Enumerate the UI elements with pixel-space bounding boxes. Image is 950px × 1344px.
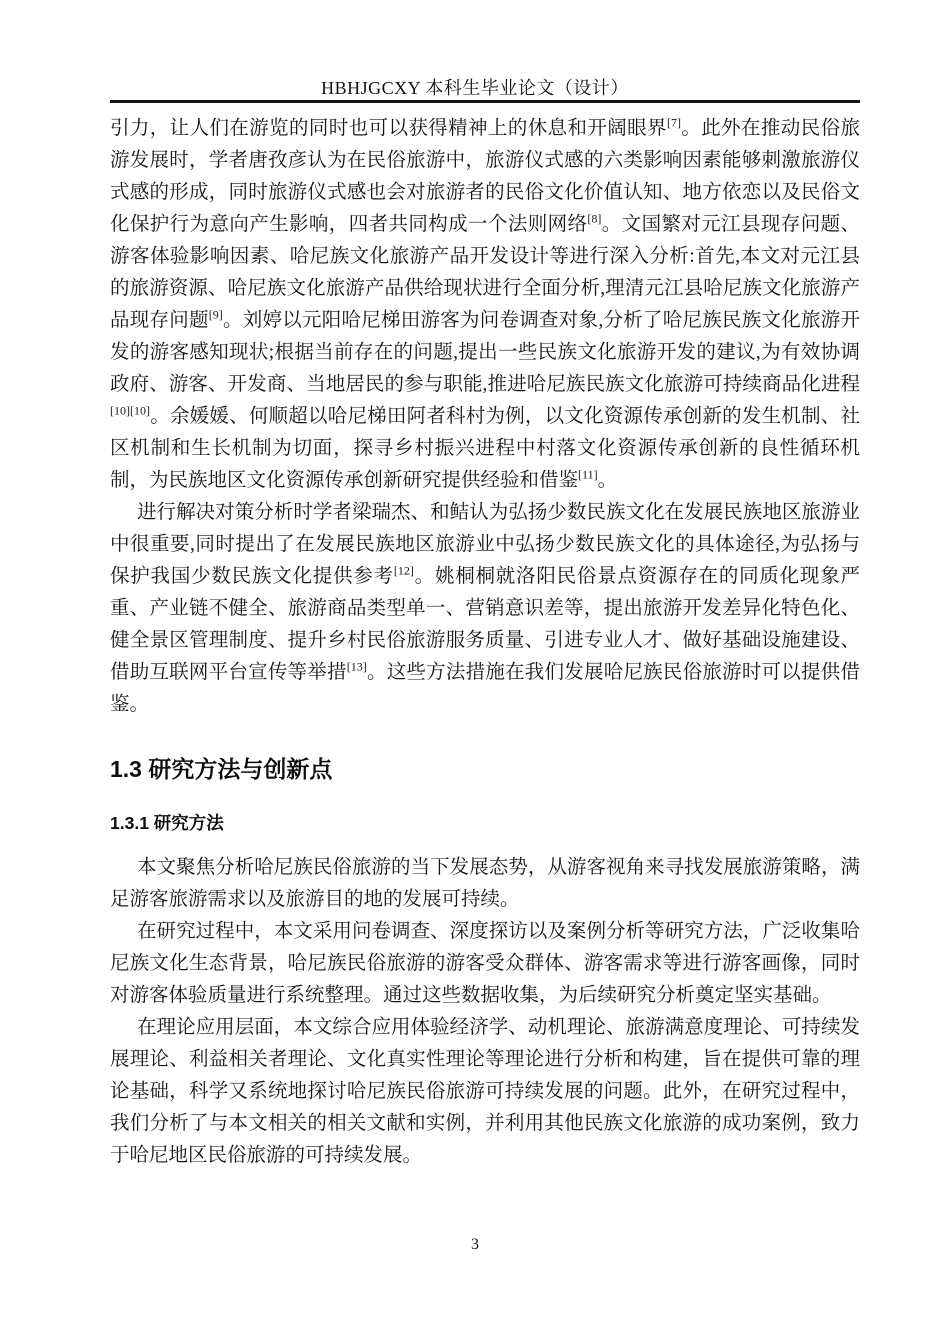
paragraph-text: 。刘婷以元阳哈尼梯田游客为问卷调查对象,分析了哈尼族民族文化旅游开发的游客感知现状;根据当前存在的问题,提出一些民族文化旅游开发的建议,为有效协调政府、游客、开发商、当地居民的参与职能,推进哈尼族民族文化旅游可持续商品化进程 [110, 310, 860, 395]
paragraph-text: 。文国繁对元江县现存问题、游客体验影响因素、哈尼族文化旅游产品开发设计等进行深入分析:首先,本文对元江县的旅游资源、哈尼族文化旅游产品供给现状进行全面分析,理清元江县哈尼族文化旅游产品现存问题 [110, 214, 860, 331]
paragraph-text: 在研究过程中，本文采用问卷调查、深度探访以及案例分析等研究方法，广泛收集哈尼族文化生态背景，哈尼族民俗旅游的游客受众群体、游客需求等进行游客画像，同时对游客体验质量进行系统整理。通过这些数据收集，为后续研究分析奠定坚实基础。 [110, 921, 860, 1006]
paragraph [110, 916, 860, 1012]
paragraph-text: 引力，让人们在游览的同时也可以获得精神上的休息和开阔眼界 [110, 118, 667, 139]
paragraph-text: 。 [597, 470, 618, 491]
content [110, 113, 860, 1172]
citation-marker: [8] [587, 211, 602, 226]
paragraph [110, 497, 860, 721]
header-rule [110, 100, 860, 103]
citation-marker: [13] [346, 659, 367, 674]
paragraph [110, 1012, 860, 1172]
paragraph-text: 。这些方法措施在我们发展哈尼族民俗旅游时可以提供借鉴。 [110, 662, 860, 715]
citation-marker: [10] [110, 403, 130, 418]
paragraph [110, 113, 860, 497]
running-header: HBHJGCXY 本科生毕业论文（设计） [321, 78, 629, 98]
paragraph-text: 在理论应用层面，本文综合应用体验经济学、动机理论、旅游满意度理论、可持续发展理论、利益相关者理论、文化真实性理论等理论进行分析和构建，旨在提供可靠的理论基础，科学又系统地探讨哈尼族民俗旅游可持续发展的问题。此外，在研究过程中，我们分析了与本文相关的相关文献和实例，并利用其他民族文化旅游的成功案例，致力于哈尼地区民俗旅游的可持续发展。 [110, 1017, 860, 1166]
paragraph-text: 。余媛媛、何顺超以哈尼梯田阿者科村为例，以文化资源传承创新的发生机制、社区机制和生长机制为切面，探寻乡村振兴进程中村落文化资源传承创新的良性循环机制，为民族地区文化资源传承创新研究提供经验和借鉴 [110, 406, 860, 491]
citation-marker: [7] [666, 115, 681, 130]
paragraph-text: 本文聚焦分析哈尼族民俗旅游的当下发展态势，从游客视角来寻找发展旅游策略，满足游客旅游需求以及旅游目的地的发展可持续。 [110, 857, 860, 910]
citation-marker: [9] [208, 307, 223, 322]
paragraph-text: 进行解决对策分析时学者梁瑞杰、和鲒认为弘扬少数民族文化在发展民族地区旅游业中很重要,同时提出了在发展民族地区旅游业中弘扬少数民族文化的具体途径,为弘扬与保护我国少数民族文化提供参考 [110, 502, 860, 587]
paragraph-text: 。此外在推动民俗旅游发展时，学者唐孜彦认为在民俗旅游中，旅游仪式感的六类影响因素能够刺激旅游仪式感的形成，同时旅游仪式感也会对旅游者的民俗文化价值认知、地方依恋以及民俗文化保护行为意向产生影响，四者共同构成一个法则网络 [110, 118, 860, 235]
section-heading-1-3: 1.3 研究方法与创新点 [110, 756, 333, 782]
citation-marker: [12] [393, 563, 414, 578]
citation-marker: [10] [130, 403, 150, 418]
paragraph [110, 852, 860, 916]
page-number: 3 [471, 1236, 479, 1253]
paragraph-text: 。姚桐桐就洛阳民俗景点资源存在的同质化现象严重、产业链不健全、旅游商品类型单一、营销意识差等，提出旅游开发差异化特色化、健全景区管理制度、提升乡村民俗旅游服务质量、引进专业人才、做好基础设施建设、借助互联网平台宣传等举措 [110, 566, 860, 683]
citation-marker: [11] [578, 467, 598, 482]
subsection-heading-1-3-1: 1.3.1 研究方法 [110, 813, 224, 833]
